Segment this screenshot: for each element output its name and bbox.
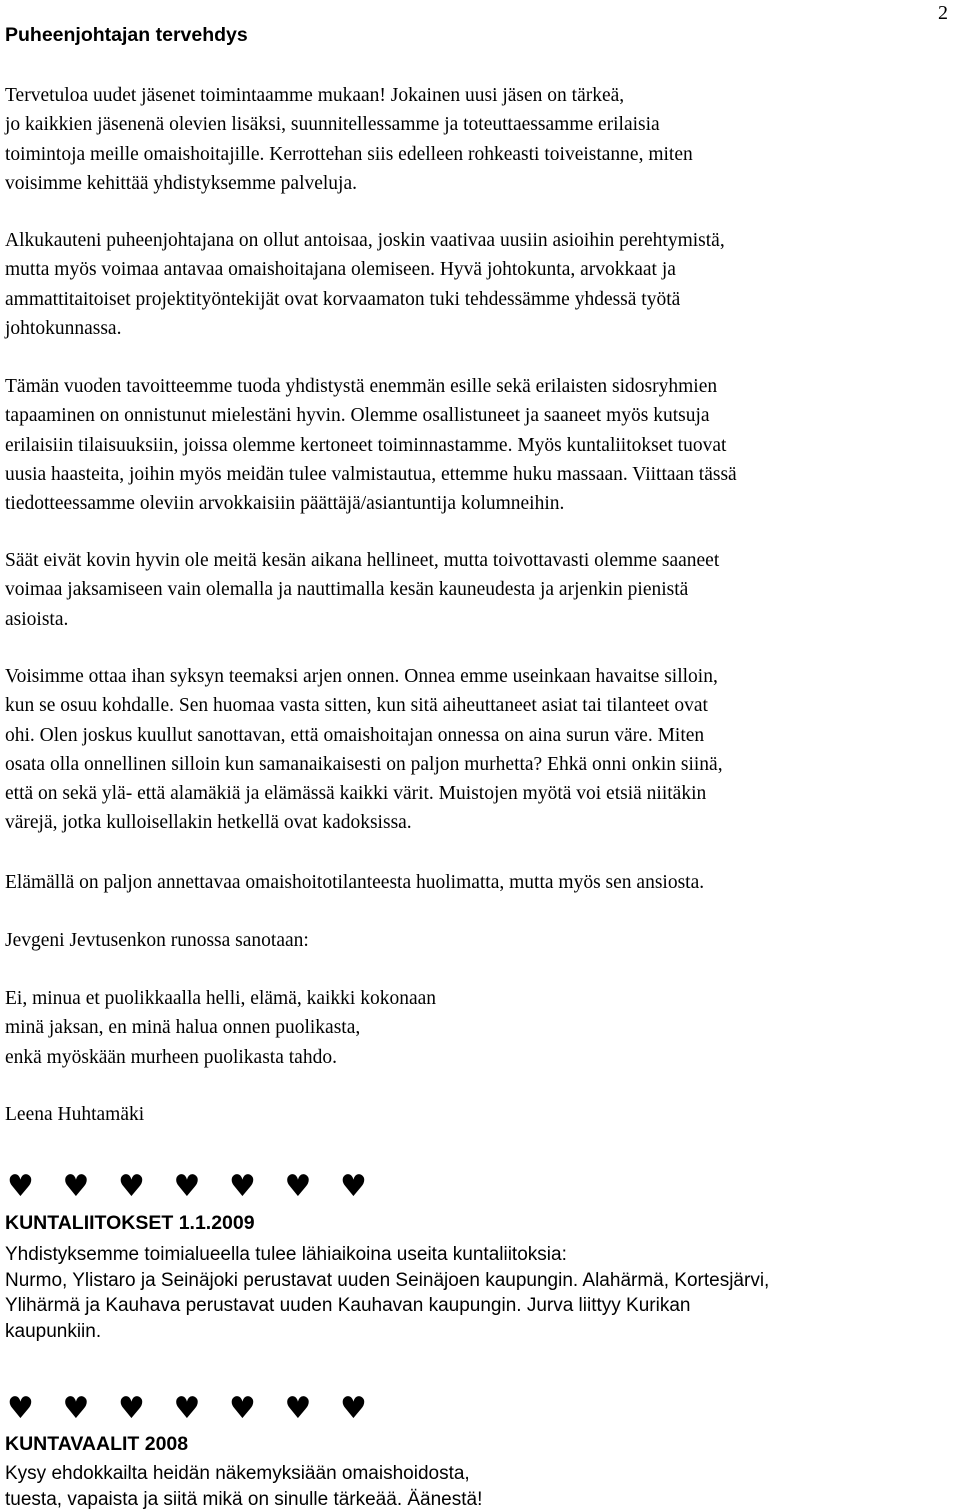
heart-divider-2 [7, 1391, 396, 1426]
heart-icon: ♥ [340, 1169, 367, 1204]
heart-icon: ♥ [284, 1391, 312, 1426]
heart-icon: ♥ [229, 1391, 256, 1426]
page-number: 2 [938, 2, 948, 24]
heart-icon: ♥ [340, 1391, 367, 1426]
heart-icon: ♥ [118, 1169, 145, 1204]
section-text-mergers: Yhdistyksemme toimialueella tulee lähiaikoina useita kuntaliitoksia: Nurmo, Ylistaro ja Seinäjoki perustavat uuden Seinäjoen kaupungin. Alahärmä, Kortesjärvi, Ylihärmä ja Kauhava perustavat uuden Kauhavan kaupungin. Jurva liittyy Kurikan kaupunkiin. [5, 1244, 770, 1342]
heart-icon: ♥ [229, 1169, 256, 1204]
heart-divider-1 [7, 1169, 396, 1204]
heart-icon: ♥ [7, 1391, 34, 1426]
heart-icon: ♥ [7, 1169, 34, 1204]
page-title: Puheenjohtajan tervehdys [5, 24, 248, 46]
paragraph-welcome: Tervetuloa uudet jäsenet toimintaamme mukaan! Jokainen uusi jäsen on tärkeä, jo kaikkien jäsenenä olevien lisäksi, suunnitellessamme ja toteuttaessamme erilaisia toimintoja meille omaishoitajille. Kerrottehan siis edelleen rohkeasti toiveistanne, miten voisimme kehittää yhdistyksemme palveluja. [5, 85, 693, 194]
heart-icon: ♥ [173, 1169, 201, 1204]
paragraph-summer: Säät eivät kovin hyvin ole meitä kesän aikana hellineet, mutta toivottavasti olemme saaneet voimaa jaksamiseen vain olemalla ja nauttimalla kesän kauneudesta ja arjenkin pienistä asioista. [5, 550, 720, 630]
heart-icon: ♥ [118, 1391, 145, 1426]
heart-icon: ♥ [62, 1169, 90, 1204]
section-heading-mergers: KUNTALIITOKSET 1.1.2009 [5, 1212, 255, 1234]
paragraph-goals: Tämän vuoden tavoitteemme tuoda yhdistystä enemmän esille sekä erilaisten sidosryhmien tapaaminen on onnistunut mielestäni hyvin. Olemme osallistuneet ja saaneet myös kutsuja erilaisiin tilaisuuksiin, joissa olemme kertoneet toiminnastamme. Myös kuntaliitokset tuovat uusia haasteita, joihin myös meidän tulee valmistautua, ettemme huku massaan. Viittaan tässä tiedotteessamme oleviin arvokkaisiin päättäjä/asiantuntija kolumneihin. [5, 376, 737, 515]
section-text-elections: Kysy ehdokkailta heidän näkemyksiään omaishoidosta, tuesta, vapaista ja siitä mikä on sinulle tärkeää. Äänestä! [5, 1463, 483, 1510]
signature-name: Leena Huhtamäki [5, 1104, 145, 1125]
heart-icon: ♥ [62, 1391, 90, 1426]
section-heading-elections: KUNTAVAALIT 2008 [5, 1433, 189, 1455]
heart-icon: ♥ [284, 1169, 312, 1204]
paragraph-life: Elämällä on paljon annettavaa omaishoitotilanteesta huolimatta, mutta myös sen ansiosta. [5, 872, 705, 893]
poem-quote: Ei, minua et puolikkaalla helli, elämä, kaikki kokonaan minä jaksan, en minä halua onnen puolikasta, enkä myöskään murheen puolikasta tahdo. [5, 988, 437, 1068]
paragraph-happiness: Voisimme ottaa ihan syksyn teemaksi arjen onnen. Onnea emme useinkaan havaitse silloin, kun se osuu kohdalle. Sen huomaa vasta sitten, kun sitä aiheuttaneet asiat tai tilanteet ovat ohi. Olen joskus kuullut sanottavan, että omaishoitajan onnessa on aina surun väre. Miten osata olla onnellinen silloin kun samanaikaisesti on paljon murhetta? Ehkä onni onkin siinä, että on sekä ylä- että alamäkiä ja elämässä kaikki värit. Muistojen myötä voi etsiä niitäkin värejä, jotka kulloisellakin hetkellä ovat kadoksissa. [5, 666, 723, 834]
paragraph-term: Alkukauteni puheenjohtajana on ollut antoisaa, joskin vaativaa uusiin asioihin perehtymistä, mutta myös voimaa antavaa omaishoitajana olemiseen. Hyvä johtokunta, arvokkaat ja ammattitaitoiset projektityöntekijät ovat korvaamaton tuki tehdessämme yhdessä työtä johtokunnassa. [5, 230, 725, 339]
heart-icon: ♥ [173, 1391, 201, 1426]
poem-intro: Jevgeni Jevtusenkon runossa sanotaan: [5, 930, 309, 951]
